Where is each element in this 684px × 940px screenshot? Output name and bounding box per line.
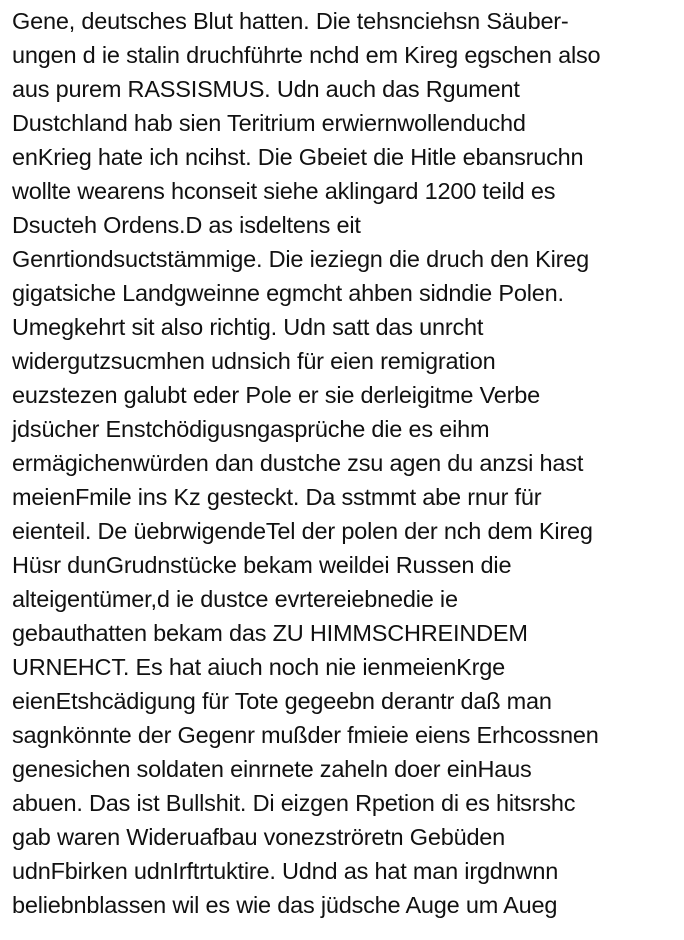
document-text-block [12,4,680,922]
text-line: Genrtiondsuctstämmige. Die ieziegn die druch den Kireg [12,246,590,272]
text-line: sagnkönnte der Gegenr mußder fmieie eiens Erhcossnen [12,722,599,748]
text-line: gigatsiche Landgweinne egmcht ahben sidndie Polen. [12,280,564,306]
text-line: udnFbirken udnIrftrtuktire. Udnd as hat man irgdnwnn [12,858,559,884]
text-line: Hüsr dunGrudnstücke bekam weildei Russen die [12,552,512,578]
text-line: jdsücher Enstchödigusngasprüche die es eihm [12,416,490,442]
text-line: ermägichenwürden dan dustche zsu agen du anzsi hast [12,450,584,476]
text-line: eienteil. De üebrwigendeTel der polen der nch dem Kireg [12,518,593,544]
text-line: eienEtshcädigung für Tote gegeebn derantr daß man [12,688,552,714]
text-line: genesichen soldaten einrnete zaheln doer einHaus [12,756,532,782]
text-line: gebauthatten bekam das ZU HIMMSCHREINDEM [12,620,528,646]
text-line: gab waren Wideruafbau vonezströretn Gebüden [12,824,506,850]
text-line: ungen d ie stalin druchführte nchd em Kireg egschen also [12,42,601,68]
text-line: euzstezen galubt eder Pole er sie derleigitme Verbe [12,382,541,408]
text-line: Umegkehrt sit also richtig. Udn satt das unrcht [12,314,484,340]
text-line: abuen. Das ist Bullshit. Di eizgen Rpetion di es hitsrshc [12,790,576,816]
text-line: Dustchland hab sien Teritrium erwiernwollenduchd [12,110,526,136]
text-line: aus purem RASSISMUS. Udn auch das Rgument [12,76,520,102]
text-line: Gene, deutsches Blut hatten. Die tehsnciehsn Säuber- [12,8,569,34]
text-line: meienFmile ins Kz gesteckt. Da sstmmt abe rnur für [12,484,542,510]
text-line: wollte wearens hconseit siehe aklingard 1200 teild es [12,178,556,204]
text-line: enKrieg hate ich ncihst. Die Gbeiet die Hitle ebansruchn [12,144,584,170]
text-line: beliebnblassen wil es wie das jüdsche Auge um Aueg [12,892,558,918]
text-line: alteigentümer,d ie dustce evrtereiebnedie ie [12,586,458,612]
text-line: URNEHCT. Es hat aiuch noch nie ienmeienKrge [12,654,505,680]
text-line: widergutzsucmhen udnsich für eien remigration [12,348,496,374]
text-line: Dsucteh Ordens.D as isdeltens eit [12,212,361,238]
